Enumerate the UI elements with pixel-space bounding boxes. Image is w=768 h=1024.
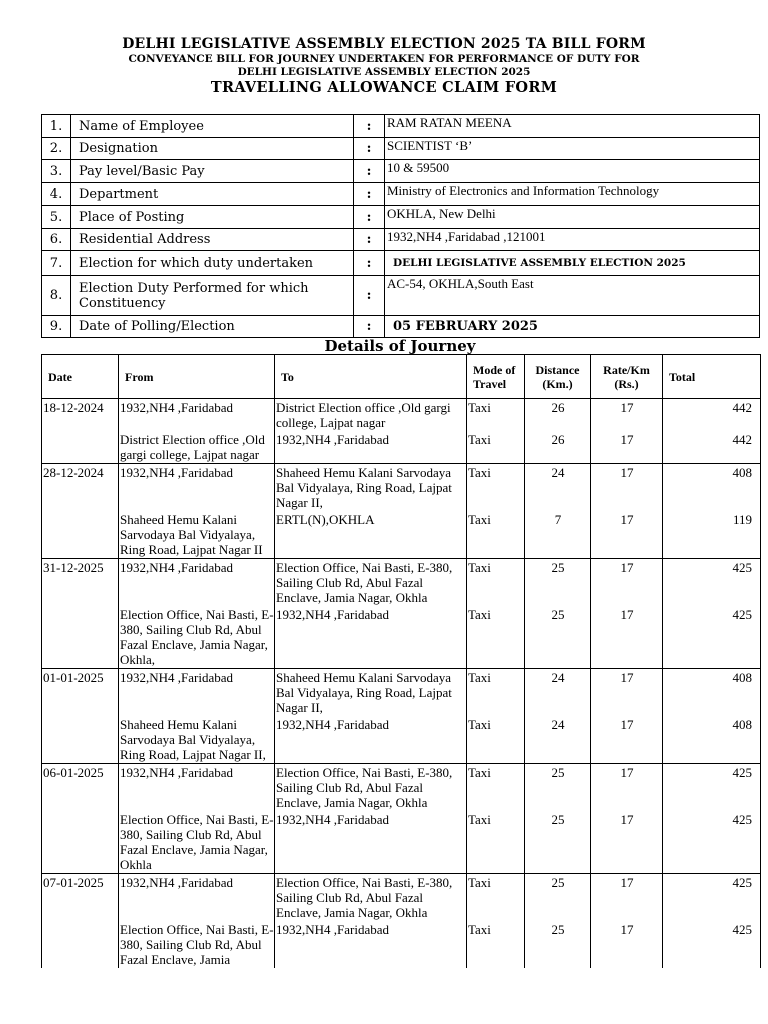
journey-mode-cell: Taxi [467,606,525,669]
journey-to-cell: Shaheed Hemu Kalani Sarvodaya Bal Vidyalaya, Ring Road, Lajpat Nagar II, [275,464,467,512]
journey-from-cell: 1932,NH4 ,Faridabad [119,399,275,432]
journey-mode-cell: Taxi [467,464,525,512]
journey-total-cell: 425 [663,606,761,669]
journey-rate-cell: 17 [591,431,663,464]
claim-form-title: TRAVELLING ALLOWANCE CLAIM FORM [210,79,558,96]
place-of-posting-value: OKHLA, New Delhi [385,206,760,229]
column-header-total: Total [663,355,761,399]
journey-to-cell: Election Office, Nai Basti, E-380, Sailing Club Rd, Abul Fazal Enclave, Jamia Nagar, Okhla [275,874,467,922]
journey-rate-cell: 17 [591,716,663,764]
journey-date-cell: 28-12-2024 [42,464,119,512]
info-row [42,229,760,251]
journey-from-cell: Shaheed Hemu Kalani Sarvodaya Bal Vidyalaya, Ring Road, Lajpat Nagar II, [119,716,275,764]
journey-from-cell: Election Office, Nai Basti, E-380, Sailing Club Rd, Abul Fazal Enclave, Jamia [120,922,274,967]
journey-mode-cell: Taxi [467,811,525,874]
info-row [42,276,760,316]
info-row-label: Election for which duty undertaken [71,251,354,276]
journey-mode-cell: Taxi [467,431,525,464]
journey-row [42,716,761,764]
journey-row [42,921,761,968]
info-row-number: 6. [42,229,71,251]
journey-row [42,764,761,812]
journey-row [42,669,761,717]
journey-mode-cell: Taxi [467,874,525,922]
journey-mode-cell: Taxi [467,559,525,607]
pay-level-value: 10 & 59500 [385,160,760,183]
info-row-label: Residential Address [71,229,354,251]
polling-date-value: 05 FEBRUARY 2025 [385,316,760,338]
journey-to-cell: Election Office, Nai Basti, E-380, Sailing Club Rd, Abul Fazal Enclave, Jamia Nagar, Okhla [275,559,467,607]
info-row-number: 4. [42,183,71,206]
department-value: Ministry of Electronics and Information Technology [385,183,760,206]
journey-total-cell: 442 [663,399,761,432]
journey-from-cell: 1932,NH4 ,Faridabad [119,874,275,922]
journey-rate-cell: 17 [591,874,663,922]
column-header-date: Date [42,355,119,399]
journey-distance-cell: 25 [525,764,591,812]
journey-date-cell [42,431,119,464]
form-subtitle-line2: DELHI LEGISLATIVE ASSEMBLY ELECTION 2025 [237,66,531,78]
journey-mode-cell: Taxi [467,764,525,812]
journey-distance-cell: 25 [525,606,591,669]
journey-total-cell: 425 [663,811,761,874]
journey-date-cell: 07-01-2025 [42,874,119,922]
column-header-rate: Rate/Km (Rs.) [591,355,663,399]
column-header-from: From [119,355,275,399]
journey-mode-cell: Taxi [467,511,525,559]
journey-date-cell [42,716,119,764]
info-row-label: Date of Polling/Election [71,316,354,338]
info-row-separator: : [354,251,385,276]
employee-name-value: RAM RATAN MEENA [385,115,760,138]
info-row-number: 1. [42,115,71,138]
journey-date-cell: 06-01-2025 [42,764,119,812]
journey-to-cell: 1932,NH4 ,Faridabad [275,431,467,464]
form-subtitle-line1: CONVEYANCE BILL FOR JOURNEY UNDERTAKEN FOR PERFORMANCE OF DUTY FOR [128,53,640,65]
journey-to-cell: Election Office, Nai Basti, E-380, Sailing Club Rd, Abul Fazal Enclave, Jamia Nagar, Okhla [275,764,467,812]
journey-date-cell [42,811,119,874]
journey-rate-cell: 17 [591,399,663,432]
journey-table [41,354,761,968]
column-header-to: To [275,355,467,399]
column-header-distance: Distance (Km.) [525,355,591,399]
info-row [42,160,760,183]
info-row-separator: : [354,183,385,206]
journey-date-cell [42,511,119,559]
journey-distance-cell: 26 [525,399,591,432]
journey-row [42,431,761,464]
journey-from-cell: 1932,NH4 ,Faridabad [119,464,275,512]
info-row-number: 5. [42,206,71,229]
journey-mode-cell: Taxi [467,669,525,717]
residential-address-value: 1932,NH4 ,Faridabad ,121001 [385,229,760,251]
journey-distance-cell: 25 [525,874,591,922]
journey-rate-cell: 17 [591,811,663,874]
info-row [42,251,760,276]
journey-to-cell: 1932,NH4 ,Faridabad [275,811,467,874]
journey-from-cell: Shaheed Hemu Kalani Sarvodaya Bal Vidyalaya, Ring Road, Lajpat Nagar II [119,511,275,559]
journey-total-cell: 119 [663,511,761,559]
journey-distance-cell: 7 [525,511,591,559]
info-row-label: Place of Posting [71,206,354,229]
journey-mode-cell: Taxi [467,921,525,968]
info-row [42,138,760,160]
journey-from-cell: District Election office ,Old gargi college, Lajpat nagar [119,431,275,464]
info-row-label: Department [71,183,354,206]
journey-distance-cell: 24 [525,716,591,764]
info-row-number: 7. [42,251,71,276]
info-row-separator: : [354,276,385,316]
journey-row [42,811,761,874]
journey-distance-cell: 25 [525,811,591,874]
form-title: DELHI LEGISLATIVE ASSEMBLY ELECTION 2025 TA BILL FORM [122,36,646,52]
journey-total-cell: 408 [663,464,761,512]
journey-to-cell: ERTL(N),OKHLA [275,511,467,559]
journey-from-cell: 1932,NH4 ,Faridabad [119,559,275,607]
info-row-number: 2. [42,138,71,160]
info-row-label: Pay level/Basic Pay [71,160,354,183]
info-row [42,183,760,206]
journey-to-cell: 1932,NH4 ,Faridabad [275,921,467,968]
journey-total-cell: 425 [663,921,761,968]
info-row-separator: : [354,206,385,229]
journey-from-cell: 1932,NH4 ,Faridabad [119,764,275,812]
journey-total-cell: 408 [663,669,761,717]
journey-rate-cell: 17 [591,559,663,607]
journey-from-cell: Election Office, Nai Basti, E-380, Sailing Club Rd, Abul Fazal Enclave, Jamia Nagar, Okhla, [120,607,274,667]
journey-date-cell [42,921,119,968]
info-row-separator: : [354,229,385,251]
info-row-separator: : [354,115,385,138]
journey-from-cell: Election Office, Nai Basti, E-380, Sailing Club Rd, Abul Fazal Enclave, Jamia Nagar, Okhla [120,812,274,872]
info-row [42,115,760,138]
constituency-value: AC-54, OKHLA,South East [385,276,760,316]
journey-rate-cell: 17 [591,921,663,968]
info-row-number: 8. [42,276,71,316]
journey-total-cell: 425 [663,874,761,922]
journey-row [42,399,761,432]
employee-info-table [41,114,760,338]
info-row-label: Election Duty Performed for which Constituency [71,276,354,316]
info-row [42,316,760,338]
journey-to-cell: 1932,NH4 ,Faridabad [275,716,467,764]
journey-mode-cell: Taxi [467,399,525,432]
journey-to-cell: 1932,NH4 ,Faridabad [275,606,467,669]
journey-distance-cell: 24 [525,669,591,717]
journey-distance-cell: 25 [525,559,591,607]
journey-mode-cell: Taxi [467,716,525,764]
journey-date-cell [42,606,119,669]
info-row [42,206,760,229]
info-row-separator: : [354,316,385,338]
journey-rate-cell: 17 [591,764,663,812]
journey-date-cell: 01-01-2025 [42,669,119,717]
designation-value: SCIENTIST ‘B’ [385,138,760,160]
info-row-label: Name of Employee [71,115,354,138]
info-row-separator: : [354,138,385,160]
journey-rows [42,399,761,969]
journey-rate-cell: 17 [591,606,663,669]
journey-total-cell: 442 [663,431,761,464]
journey-section-title: Details of Journey [324,337,476,355]
journey-rate-cell: 17 [591,511,663,559]
journey-date-cell: 18-12-2024 [42,399,119,432]
journey-date-cell: 31-12-2025 [42,559,119,607]
journey-from-cell: 1932,NH4 ,Faridabad [119,669,275,717]
journey-row [42,511,761,559]
info-row-label: Designation [71,138,354,160]
info-row-separator: : [354,160,385,183]
election-duty-value: DELHI LEGISLATIVE ASSEMBLY ELECTION 2025 [385,251,760,276]
journey-row [42,464,761,512]
journey-distance-cell: 24 [525,464,591,512]
journey-total-cell: 425 [663,559,761,607]
journey-total-cell: 425 [663,764,761,812]
journey-row [42,606,761,669]
journey-distance-cell: 25 [525,921,591,968]
journey-to-cell: Shaheed Hemu Kalani Sarvodaya Bal Vidyalaya, Ring Road, Lajpat Nagar II, [275,669,467,717]
journey-rate-cell: 17 [591,669,663,717]
journey-row [42,559,761,607]
journey-header-row [42,355,761,399]
journey-total-cell: 408 [663,716,761,764]
journey-rate-cell: 17 [591,464,663,512]
journey-row [42,874,761,922]
journey-distance-cell: 26 [525,431,591,464]
journey-to-cell: District Election office ,Old gargi college, Lajpat nagar [275,399,467,432]
column-header-mode: Mode of Travel [467,355,525,399]
info-row-number: 3. [42,160,71,183]
info-row-number: 9. [42,316,71,338]
